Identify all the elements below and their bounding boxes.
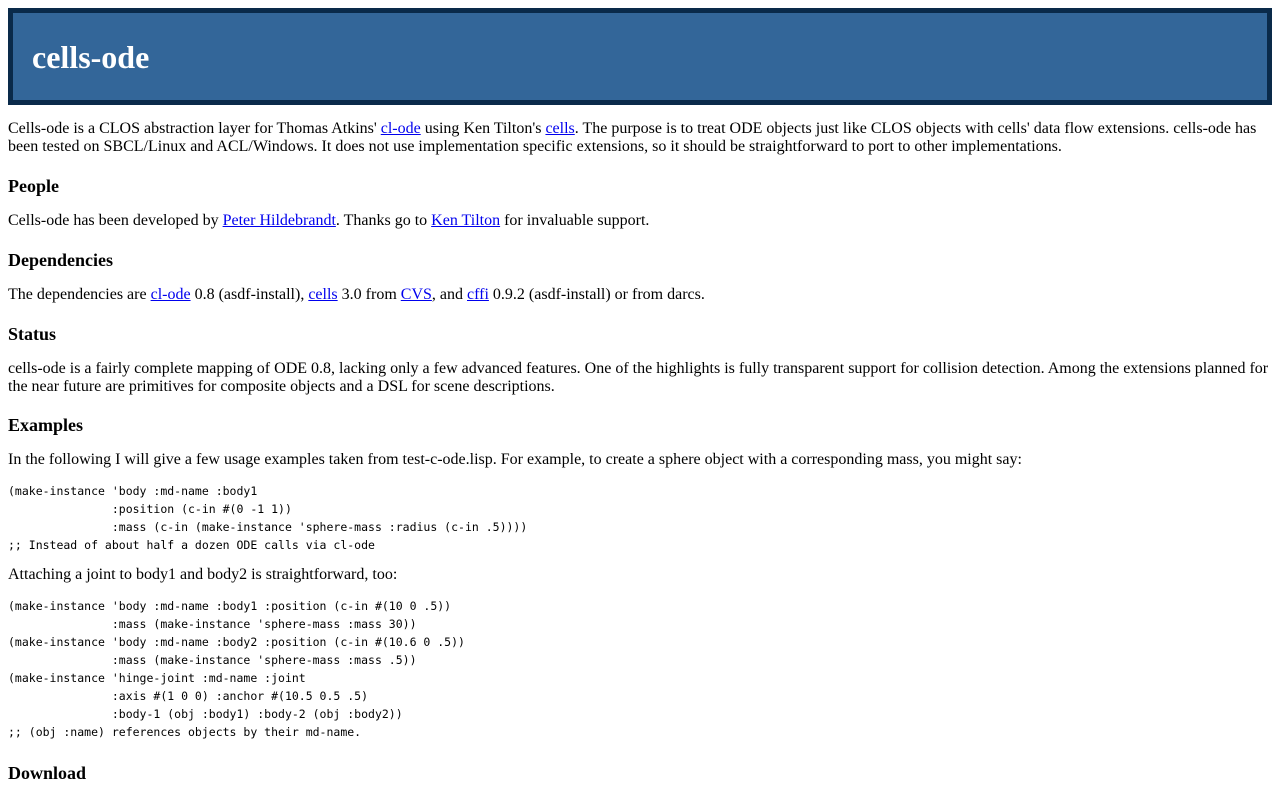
header-banner: [8, 8, 1272, 105]
people-text: for invaluable support.: [500, 212, 650, 229]
status-heading: Status: [8, 324, 57, 344]
dependencies-paragraph: [8, 286, 1272, 304]
cvs-link[interactable]: CVS: [400, 286, 432, 303]
people-text: Cells-ode has been developed by: [8, 212, 223, 229]
intro-text: . The purpose is to treat ODE objects just like CLOS objects with cells' data flow extensions. cells-ode has been tested on SBCL/Linux and ACL/Windows. It does not use implementation specific extensions, so it should be straightforward to port to other implementations.: [8, 120, 1257, 155]
ken-tilton-link[interactable]: Ken Tilton: [431, 212, 501, 229]
dependencies-text: The dependencies are: [8, 286, 151, 303]
peter-hildebrandt-link[interactable]: Peter Hildebrandt: [222, 212, 336, 229]
intro-text: Cells-ode is a CLOS abstraction layer for Thomas Atkins': [8, 120, 381, 137]
intro-text: using Ken Tilton's: [420, 120, 546, 137]
dependencies-text: 0.8 (asdf-install),: [190, 286, 309, 303]
people-paragraph: [8, 212, 1272, 230]
dependencies-heading: Dependencies: [8, 250, 113, 270]
people-text: . Thanks go to: [335, 212, 432, 229]
code-block-sphere: (make-instance 'body :md-name :body1 :position (c-in #(0 -1 1)) :mass (c-in (make-instance 'sphere-mass :radius (c-in .5)))) ;; Instead of about half a dozen ODE calls via cl-ode: [8, 484, 528, 552]
status-paragraph: cells-ode is a fairly complete mapping of ODE 0.8, lacking only a few advanced features. One of the highlights is fully transparent support for collision detection. Among the extensions planned for the near future are primitives for composite objects and a DSL for scene descriptions.: [8, 360, 1269, 395]
people-heading: People: [8, 176, 59, 196]
dep-cl-ode-link[interactable]: cl-ode: [150, 286, 191, 303]
page-title: cells-ode: [32, 38, 150, 75]
cffi-link[interactable]: cffi: [467, 286, 489, 303]
dependencies-text: , and: [431, 286, 467, 303]
cells-link[interactable]: cells: [545, 120, 575, 137]
download-heading: Download: [8, 763, 87, 783]
code-block-joint: (make-instance 'body :md-name :body1 :position (c-in #(10 0 .5)) :mass (make-instance 'sphere-mass :mass 30)) (make-instance 'body :md-name :body2 :position (c-in #(10.6 0 .5)) :mass (make-instance 'sphere-mass :mass .5)) (make-instance 'hinge-joint :md-name :joint :axis #(1 0 0) :anchor #(10.5 0.5 .5) :body-1 (obj :body1) :body-2 (obj :body2)) ;; (obj :name) references objects by their md-name.: [8, 599, 465, 739]
dependencies-text: 0.9.2 (asdf-install) or from darcs.: [488, 286, 705, 303]
examples-heading: Examples: [8, 415, 84, 435]
dep-cells-link[interactable]: cells: [308, 286, 338, 303]
intro-paragraph: [8, 120, 1272, 156]
examples-joint-text: Attaching a joint to body1 and body2 is straightforward, too:: [8, 566, 398, 583]
examples-intro: In the following I will give a few usage examples taken from test-c-ode.lisp. For example, to create a sphere object with a corresponding mass, you might say:: [8, 451, 1022, 468]
dependencies-text: 3.0 from: [337, 286, 401, 303]
cl-ode-link[interactable]: cl-ode: [380, 120, 421, 137]
